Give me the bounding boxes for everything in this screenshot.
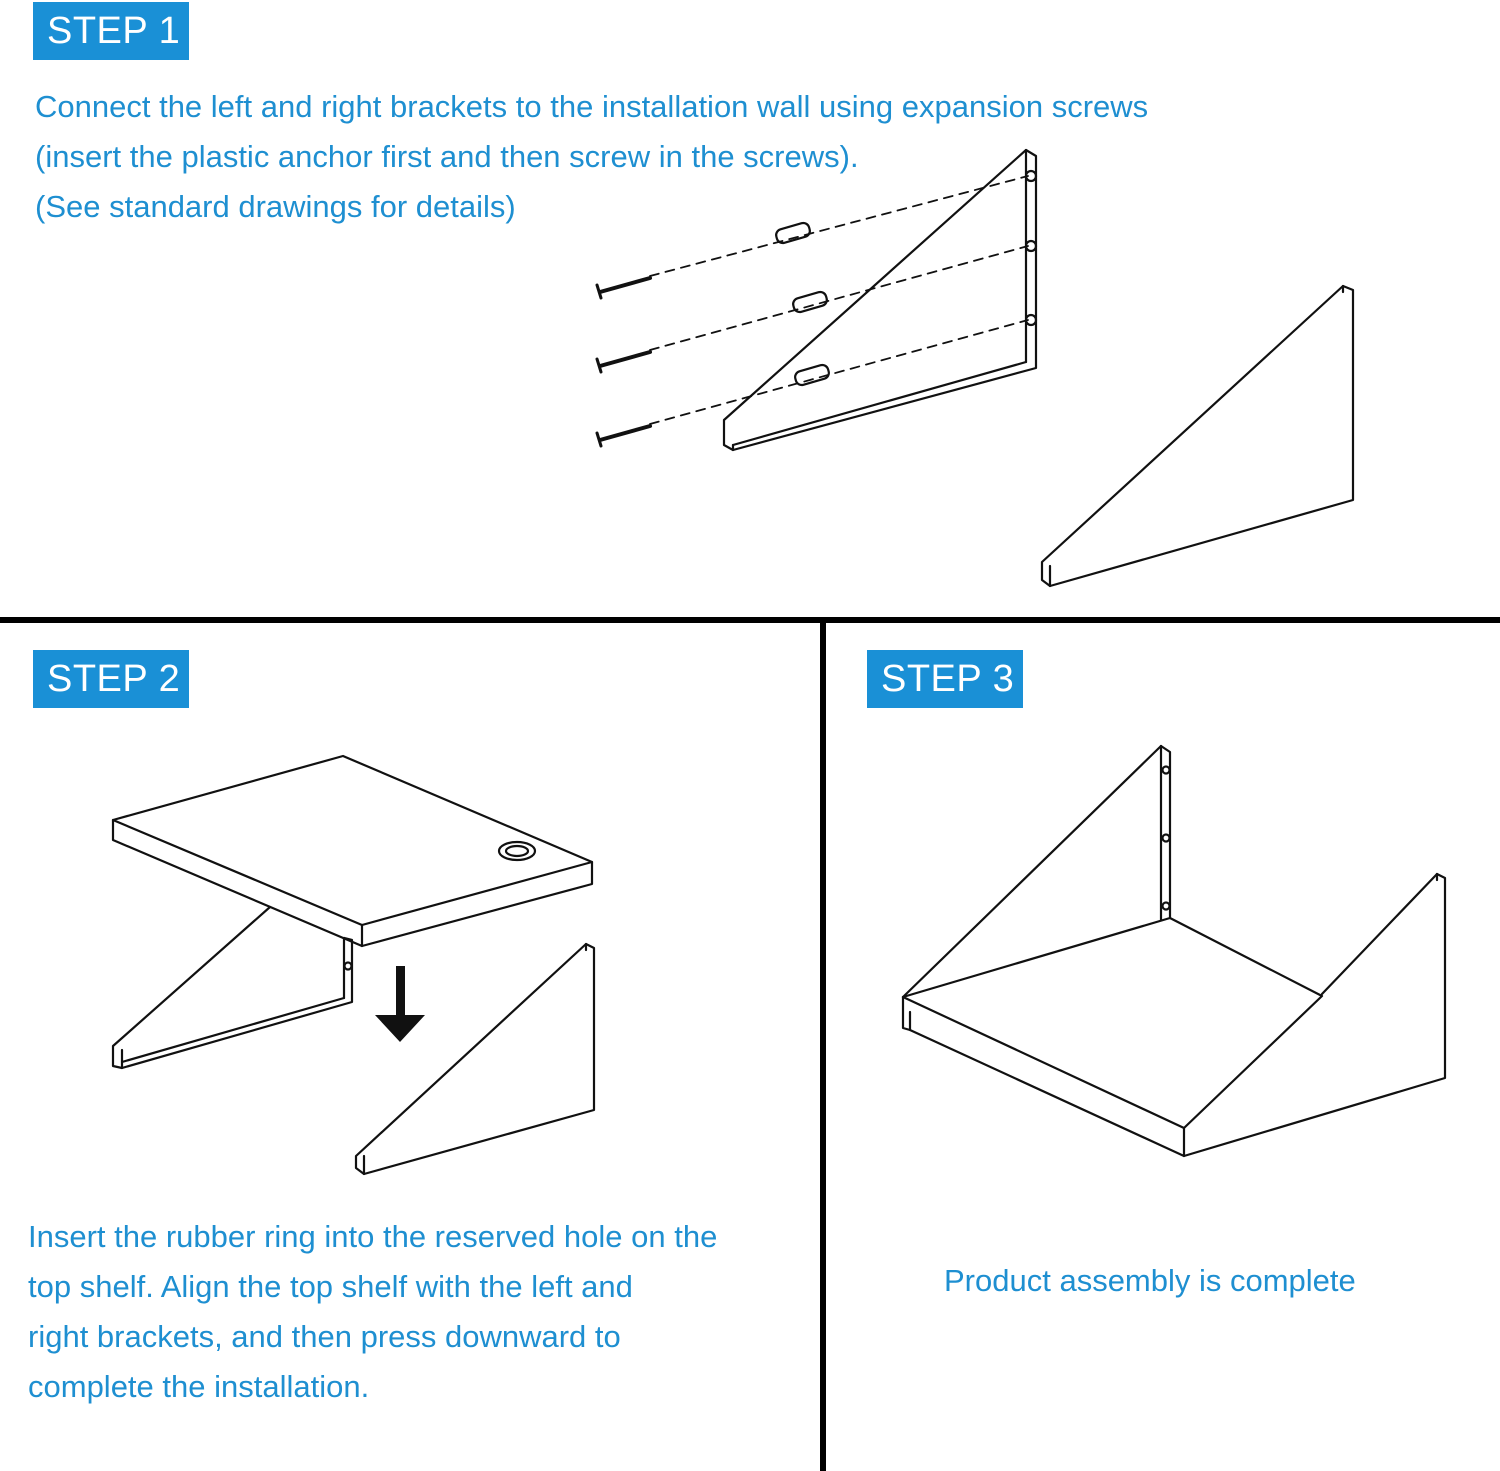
step-2-line-2: top shelf. Align the top shelf with the left and: [28, 1269, 633, 1304]
guide-dashed-lines: [650, 176, 1028, 424]
left-bracket-step2: [113, 907, 352, 1068]
step-2-line-4: complete the installation.: [28, 1369, 370, 1404]
step-1-line-2: (insert the plastic anchor first and then screw in the screws).: [35, 139, 859, 174]
left-bracket-step1: [724, 150, 1036, 450]
step-2-line-3: right brackets, and then press downward to: [28, 1319, 621, 1354]
right-bracket-step2: [356, 944, 594, 1174]
step-2-line-1: Insert the rubber ring into the reserved hole on the: [28, 1219, 718, 1254]
top-shelf: [113, 756, 592, 946]
screw-icon: [597, 278, 650, 298]
rubber-ring-icon: [499, 842, 535, 860]
step-3-badge: STEP 3: [867, 650, 1023, 708]
right-bracket-step1: [1042, 286, 1353, 586]
step-1-line-3: (See standard drawings for details): [35, 189, 516, 224]
screw-icon: [597, 352, 650, 372]
assembled-shelf: [903, 746, 1445, 1156]
step-1-badge: STEP 1: [33, 2, 189, 60]
step-3-caption-text: Product assembly is complete: [944, 1263, 1356, 1298]
screw-icon: [597, 426, 650, 446]
down-arrow-icon: [375, 966, 425, 1042]
step-1-line-1: Connect the left and right brackets to the installation wall using expansion screws: [35, 89, 1149, 124]
step-2-badge: STEP 2: [33, 650, 189, 708]
